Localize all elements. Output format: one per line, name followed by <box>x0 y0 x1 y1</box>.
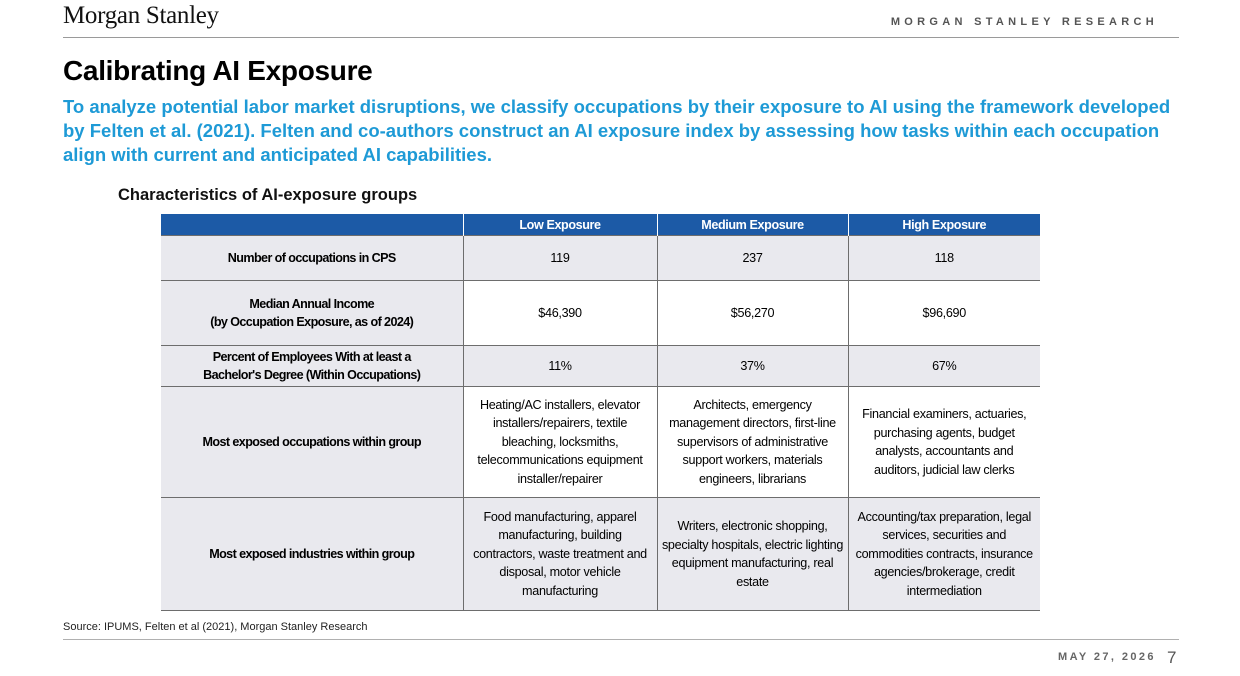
table-row-bachelors-degree <box>161 346 1040 387</box>
cell-medium: $56,270 <box>657 281 848 346</box>
cell-high: 67% <box>848 346 1040 387</box>
table-row-median-income <box>161 281 1040 346</box>
row-label-line: Number of occupations in CPS <box>227 250 396 265</box>
table-row-occupation-count <box>161 236 1040 281</box>
cell-low: 11% <box>463 346 657 387</box>
header-cell-blank <box>161 214 463 236</box>
row-label-line: Most exposed occupations within group <box>202 434 421 449</box>
footer-divider <box>63 639 1179 640</box>
cell-high: Financial examiners, actuaries, purchasing agents, budget analysts, accountants and auditors, judicial law clerks <box>848 387 1040 498</box>
exposure-characteristics-table <box>161 214 1040 611</box>
row-label-line: (by Occupation Exposure, as of 2024) <box>210 315 414 329</box>
cell-high: $96,690 <box>848 281 1040 346</box>
cell-low: Heating/AC installers, elevator installers/repairers, textile bleaching, locksmiths, telecommunications equipment installer/repairer <box>463 387 657 498</box>
row-label <box>161 236 463 281</box>
cell-high: 118 <box>848 236 1040 281</box>
row-label <box>161 387 463 498</box>
table-header-row <box>161 214 1040 236</box>
research-label: MORGAN STANLEY RESEARCH <box>890 16 1158 28</box>
row-label-line: Most exposed industries within group <box>209 546 415 561</box>
cell-medium: Writers, electronic shopping, specialty hospitals, electric lighting equipment manufacturing, real estate <box>657 498 848 611</box>
header-high-exposure: High Exposure <box>848 214 1040 236</box>
report-date: MAY 27, 2026 <box>1058 651 1156 663</box>
table-row-exposed-industries <box>161 498 1040 611</box>
row-label-line: Median Annual Income <box>249 296 375 311</box>
cell-high: Accounting/tax preparation, legal services, securities and commodities contracts, insurance agencies/brokerage, credit intermediation <box>848 498 1040 611</box>
table-caption: Characteristics of AI-exposure groups <box>118 186 418 204</box>
row-label <box>161 281 463 346</box>
page-number: 7 <box>1167 648 1177 667</box>
page-title: Calibrating AI Exposure <box>63 55 373 86</box>
row-label <box>161 346 463 387</box>
cell-low: $46,390 <box>463 281 657 346</box>
cell-low: 119 <box>463 236 657 281</box>
header-low-exposure: Low Exposure <box>463 214 657 236</box>
row-label-line: Percent of Employees With at least a <box>212 349 411 364</box>
cell-low: Food manufacturing, apparel manufacturing, building contractors, waste treatment and disposal, motor vehicle manufacturing <box>463 498 657 611</box>
header-divider <box>63 37 1179 38</box>
cell-medium: Architects, emergency management directors, first-line supervisors of administrative support workers, materials engineers, librarians <box>657 387 848 498</box>
cell-medium: 237 <box>657 236 848 281</box>
source-note: Source: IPUMS, Felten et al (2021), Morgan Stanley Research <box>63 621 368 633</box>
morgan-stanley-logo: Morgan Stanley <box>63 2 219 29</box>
cell-medium: 37% <box>657 346 848 387</box>
header-medium-exposure: Medium Exposure <box>657 214 848 236</box>
table-row-exposed-occupations <box>161 387 1040 498</box>
row-label-line: Bachelor's Degree (Within Occupations) <box>203 368 421 382</box>
row-label <box>161 498 463 611</box>
page-subtitle: To analyze potential labor market disruptions, we classify occupations by their exposure to AI using the framework developed by Felten et al. (2021). Felten and co-authors construct an AI exposure index by assessing how tasks within each occupation align with current and anticipated AI capabilities. <box>63 96 1171 165</box>
